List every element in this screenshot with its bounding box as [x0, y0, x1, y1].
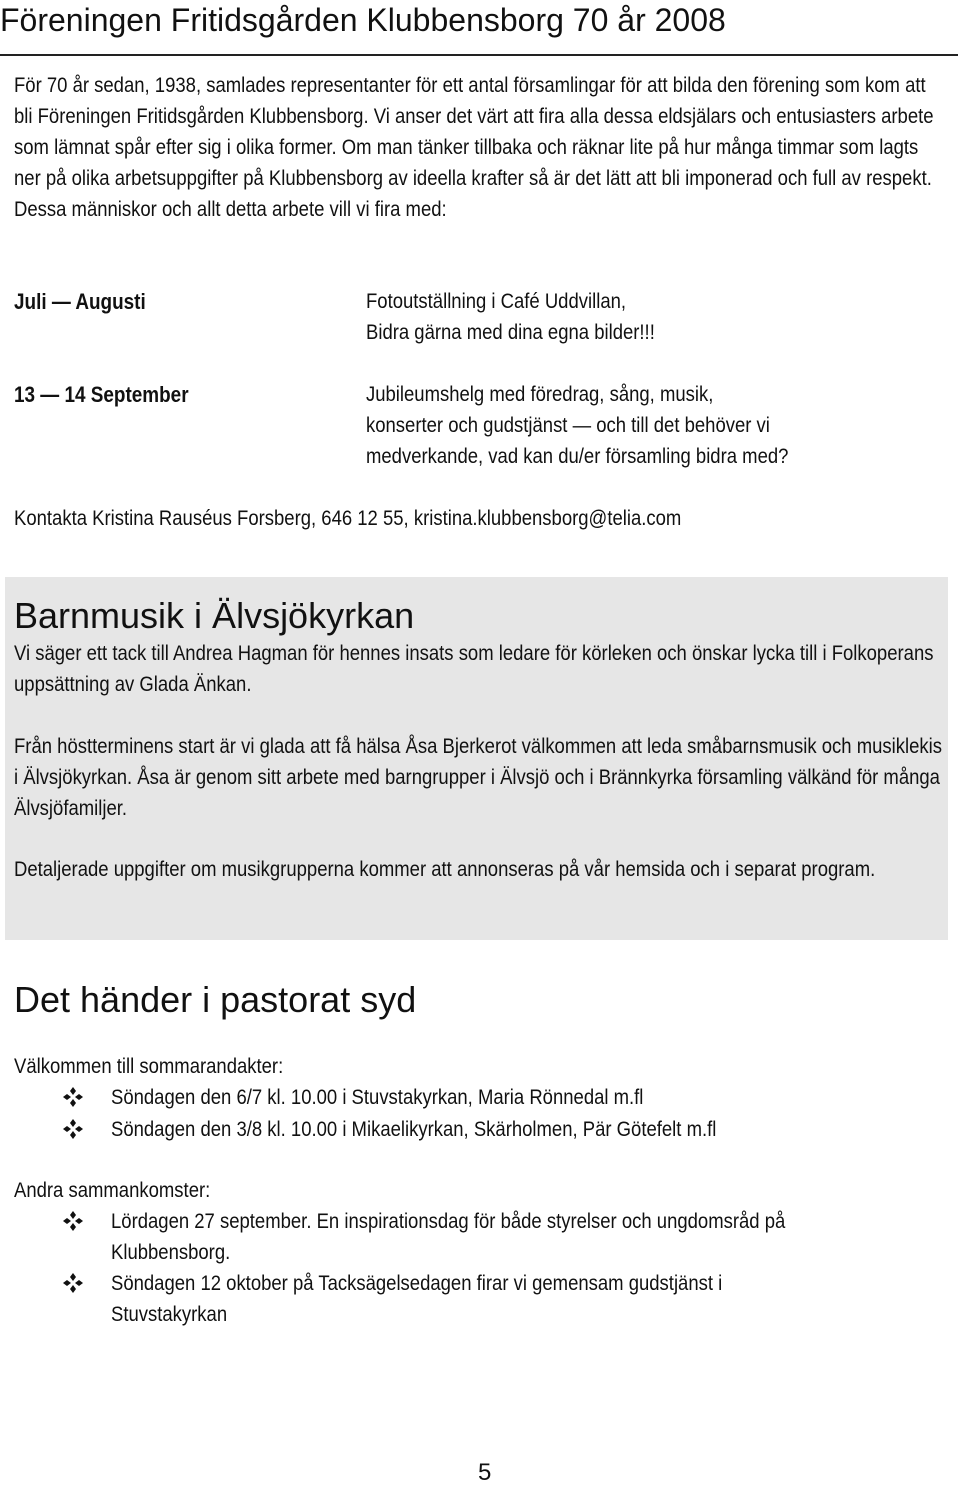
diamond-cluster-icon — [62, 1272, 84, 1294]
schedule-desc-september — [366, 379, 788, 472]
schedule-line: Bidra gärna med dina egna bilder!!! — [366, 320, 655, 344]
list-item-text: Klubbensborg. — [111, 1240, 231, 1264]
section-title-barnmusik: Barnmusik i Älvsjökyrkan — [14, 595, 415, 636]
schedule-line: Jubileumshelg med föredrag, sång, musik, — [366, 382, 714, 406]
list-item-text: Söndagen den 3/8 kl. 10.00 i Mikaelikyrkan, Skärholmen, Pär Götefelt m.fl — [111, 1117, 717, 1141]
contact-line: Kontakta Kristina Rauséus Forsberg, 646 12 55, kristina.klubbensborg@telia.com — [14, 506, 682, 530]
schedule-line: medverkande, vad kan du/er församling bidra med? — [366, 444, 789, 468]
diamond-cluster-icon — [62, 1086, 84, 1108]
page-number: 5 — [478, 1459, 492, 1486]
barnmusik-paragraph-1: Vi säger ett tack till Andrea Hagman för hennes insats som ledare för körleken och önskar lycka till i Folkoperans uppsättning av Glada Änkan. — [14, 641, 934, 696]
list-item-text: Söndagen den 6/7 kl. 10.00 i Stuvstakyrkan, Maria Rönnedal m.fl — [111, 1085, 644, 1109]
schedule-line: Fotoutställning i Café Uddvillan, — [366, 289, 627, 313]
intro-paragraph: För 70 år sedan, 1938, samlades representanter för ett antal församlingar för att bilda den förening som kom att bli Föreningen Fritidsgården Klubbensborg. Vi anser det värt att fira alla dessa eldsjälars och entusiasters arbete som lämnat spår efter sig i olika former. Om man tänker tillbaka och räknar lite på hur många timmar som lagts ner på olika arbetsuppgifter på Klubbensborg av ideella krafter så är det lätt att bli imponerad och full av respekt. Dessa människor och allt detta arbete vill vi fira med: — [14, 73, 934, 221]
list-item-text: Stuvstakyrkan — [111, 1302, 228, 1326]
subheading-sommarandakter: Välkommen till sommarandakter: — [14, 1054, 284, 1078]
section-title-klubbensborg: Föreningen Fritidsgården Klubbensborg 70 år 2008 — [0, 2, 726, 38]
schedule-line: konserter och gudstjänst — och till det behöver vi — [366, 413, 770, 437]
list-item-text: Lördagen 27 september. En inspirationsdag för både styrelser och ungdomsråd på — [111, 1209, 786, 1233]
barnmusik-paragraph-3: Detaljerade uppgifter om musikgrupperna kommer att annonseras på vår hemsida och i separat program. — [14, 857, 876, 881]
section-title-pastorat: Det händer i pastorat syd — [14, 979, 417, 1020]
diamond-cluster-icon — [62, 1118, 84, 1140]
schedule-label-september: 13 — 14 September — [14, 382, 189, 407]
schedule-label-juli-augusti: Juli — Augusti — [14, 289, 146, 314]
title-rule — [0, 54, 958, 56]
schedule-desc-juli-augusti — [366, 286, 655, 348]
barnmusik-paragraph-2: Från höstterminens start är vi glada att få hälsa Åsa Bjerkerot välkommen att leda småbarnsmusik och musiklekis i Älvsjökyrkan. Åsa är genom sitt arbete med barngrupper i Älvsjö och i Brännkyrka församling välkänd för många Älvsjöfamiljer. — [14, 734, 942, 820]
subheading-sammankomster: Andra sammankomster: — [14, 1178, 211, 1202]
diamond-cluster-icon — [62, 1210, 84, 1232]
list-item-text: Söndagen 12 oktober på Tacksägelsedagen firar vi gemensam gudstjänst i — [111, 1271, 723, 1295]
